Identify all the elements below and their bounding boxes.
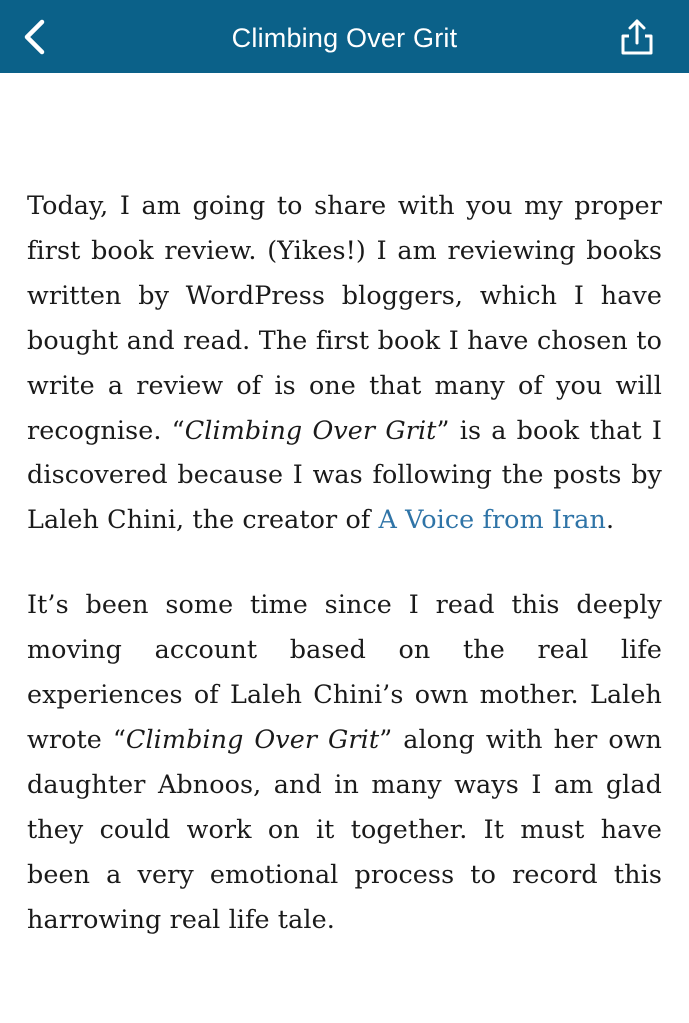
paragraph-text: ” is a book that I discovered because I was following the posts by Laleh Chini, the creator of [27,414,662,535]
top-navigation-bar [0,0,689,73]
share-button[interactable] [615,12,659,62]
paragraph-text: It’s been some time since I read this deeply moving account based on the real life experiences of Laleh Chini’s own mother. Laleh wrote “ [27,589,662,754]
article-paragraph [27,183,662,542]
paragraph-text: ” along with her own daughter Abnoos, and in many ways I am glad they could work on it together. It must have been a very emotional process to record this harrowing real life tale. [27,723,662,934]
article-body [27,183,662,982]
share-icon [620,18,654,56]
paragraph-text: . [605,504,615,535]
paragraph-text: Today, I am going to share with you my proper first book review. (Yikes!) I am reviewing books written by WordPress bloggers, which I have bought and read. The first book I have chosen to write a review of is one that many of you will recognise. “ [27,190,662,445]
page-title: Climbing Over Grit [231,23,458,53]
article-paragraph [27,582,662,941]
a-voice-from-iran-link[interactable]: A Voice from Iran [378,504,606,535]
book-title-italic: Climbing Over Grit [184,414,437,445]
book-title-italic: Climbing Over Grit [125,723,380,754]
